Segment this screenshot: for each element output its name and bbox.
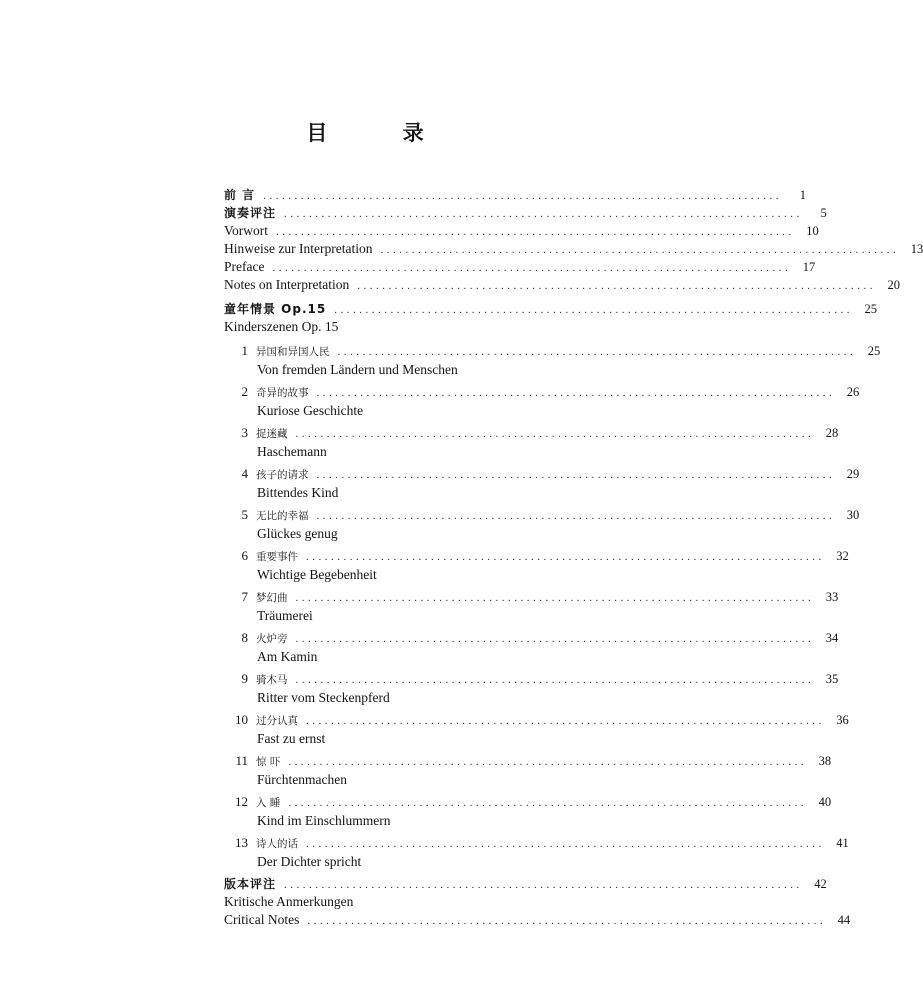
- piece-heading: [224, 383, 860, 401]
- piece-label-zh: 梦幻曲: [256, 592, 288, 604]
- piece-number: 11: [235, 753, 248, 768]
- piece-label-zh: 骑木马: [256, 674, 288, 686]
- page-number: 30: [846, 508, 860, 522]
- leader-dots: ...................................................................................: [316, 387, 836, 399]
- page-number: 42: [814, 877, 827, 891]
- piece-label-zh: 孩子的请求: [256, 469, 309, 481]
- front-matter: [224, 186, 923, 294]
- piece-number: 7: [241, 589, 248, 604]
- piece-title-zh: [224, 547, 306, 566]
- piece-label-zh: 捉迷藏: [256, 428, 288, 440]
- piece-title-de: Der Dichter spricht: [257, 854, 362, 869]
- piece-entry[interactable]: [224, 588, 839, 625]
- toc-entry-label: 前 言: [224, 188, 256, 202]
- page-number: 29: [846, 467, 860, 481]
- piece-title-zh: [224, 670, 296, 689]
- toc-entry-label: Notes on Interpretation: [224, 277, 350, 292]
- toc-entry[interactable]: [224, 258, 816, 276]
- piece-entry[interactable]: [224, 670, 839, 707]
- piece-title-de: Wichtige Begebenheit: [257, 567, 377, 582]
- piece-title-zh: [224, 506, 317, 525]
- leader-dots: ...................................................................................: [295, 592, 815, 604]
- leader-dots: ...................................................................................: [307, 915, 827, 927]
- toc-entry-label: 演奏评注: [224, 206, 277, 220]
- piece-heading: [224, 711, 849, 729]
- leader-dots: ...................................................................................: [276, 226, 795, 238]
- leader-dots: ...................................................................................: [306, 715, 825, 727]
- piece-heading: [224, 670, 839, 688]
- piece-heading: [224, 465, 860, 483]
- piece-number: 2: [241, 384, 248, 399]
- leader-dots: ...................................................................................: [316, 469, 836, 481]
- page-number: 17: [802, 260, 816, 274]
- piece-label-zh: 重要事件: [256, 551, 298, 563]
- toc-entry-label: Critical Notes: [224, 912, 300, 927]
- page-number: 33: [825, 590, 839, 604]
- piece-title-zh: [224, 629, 296, 648]
- leader-dots: ...................................................................................: [380, 244, 900, 256]
- piece-number: 1: [241, 343, 248, 358]
- toc-entry[interactable]: [224, 240, 923, 258]
- page-number: 1: [799, 188, 806, 202]
- page-number: 20: [887, 278, 900, 292]
- piece-title-de: Am Kamin: [257, 649, 318, 664]
- toc-entry-critical-notes-en[interactable]: [224, 911, 851, 929]
- leader-dots: ...................................................................................: [284, 208, 803, 220]
- piece-title-zh: [224, 383, 317, 402]
- toc-entry-label: Preface: [224, 259, 265, 274]
- toc-entry[interactable]: [224, 186, 806, 204]
- page-number: 28: [825, 426, 839, 440]
- piece-title-de: Glückes genug: [257, 526, 338, 541]
- toc-entry[interactable]: [224, 276, 900, 294]
- piece-label-zh: 异国和异国人民: [256, 346, 330, 358]
- piece-number: 13: [235, 835, 248, 850]
- piece-title-de: Träumerei: [257, 608, 313, 623]
- piece-entry[interactable]: [224, 793, 832, 830]
- leader-dots: ...................................................................................: [295, 428, 815, 440]
- piece-entry[interactable]: [224, 506, 860, 543]
- piece-number: 6: [241, 548, 248, 563]
- piece-title-zh: [224, 342, 338, 361]
- page-number: 5: [820, 206, 827, 220]
- piece-label-zh: 无比的幸福: [256, 510, 309, 522]
- page-number: 35: [825, 672, 839, 686]
- piece-entry[interactable]: [224, 383, 860, 420]
- page-number: 34: [825, 631, 839, 645]
- piece-number: 8: [241, 630, 248, 645]
- toc-entry-critical-notes-zh[interactable]: [224, 875, 827, 893]
- piece-heading: [224, 752, 832, 770]
- leader-dots: ...................................................................................: [263, 190, 782, 202]
- piece-title-de: Bittendes Kind: [257, 485, 339, 500]
- piece-title-zh: [224, 834, 306, 853]
- piece-heading: [224, 506, 860, 524]
- piece-label-zh: 奇异的故事: [256, 387, 309, 399]
- piece-heading: [224, 793, 832, 811]
- leader-dots: ...................................................................................: [284, 879, 803, 891]
- page-number: 26: [846, 385, 860, 399]
- piece-title-de: Fürchtenmachen: [257, 772, 347, 787]
- page-number: 10: [806, 224, 819, 238]
- piece-title-de: Von fremden Ländern und Menschen: [257, 362, 458, 377]
- piece-entry[interactable]: [224, 629, 839, 666]
- piece-heading: [224, 834, 849, 852]
- piece-title-de: Kuriose Geschichte: [257, 403, 364, 418]
- piece-number: 9: [241, 671, 248, 686]
- piece-title-zh: [224, 793, 288, 812]
- piece-label-zh: 惊 吓: [256, 756, 281, 768]
- piece-title-de: Fast zu ernst: [257, 731, 326, 746]
- piece-label-zh: 入 睡: [256, 797, 281, 809]
- piece-entry[interactable]: [224, 465, 860, 502]
- piece-entry[interactable]: [224, 834, 849, 871]
- piece-heading: [224, 342, 881, 360]
- leader-dots: ...................................................................................: [357, 280, 876, 292]
- piece-entry[interactable]: [224, 711, 849, 748]
- piece-label-zh: 火炉旁: [256, 633, 288, 645]
- page-number: 25: [864, 302, 877, 316]
- leader-dots: ...................................................................................: [288, 797, 808, 809]
- leader-dots: ...................................................................................: [306, 551, 825, 563]
- page-number: 25: [867, 344, 881, 358]
- toc-entry-label: Vorwort: [224, 223, 269, 238]
- opus-subtitle: Kinderszenen Op. 15: [224, 319, 339, 334]
- leader-dots: ...................................................................................: [334, 304, 853, 316]
- piece-title-de: Ritter vom Steckenpferd: [257, 690, 390, 705]
- leader-dots: ...................................................................................: [272, 262, 792, 274]
- piece-heading: [224, 629, 839, 647]
- leader-dots: ...................................................................................: [295, 674, 815, 686]
- piece-label-zh: 过分认真: [256, 715, 298, 727]
- toc-entry-label: 版本评注: [224, 877, 277, 891]
- piece-title-zh: [224, 711, 306, 730]
- piece-heading: [224, 547, 849, 565]
- piece-title-de: Kind im Einschlummern: [257, 813, 391, 828]
- piece-number: 5: [241, 507, 248, 522]
- page-number: 44: [837, 913, 851, 927]
- piece-heading: [224, 588, 839, 606]
- leader-dots: ...................................................................................: [288, 756, 808, 768]
- piece-number: 12: [235, 794, 248, 809]
- leader-dots: ...................................................................................: [337, 346, 857, 358]
- page-number: 41: [836, 836, 849, 850]
- piece-title-zh: [224, 424, 296, 443]
- toc-entry[interactable]: [224, 204, 827, 222]
- toc-entry[interactable]: [224, 222, 819, 240]
- page-number: 38: [818, 754, 832, 768]
- piece-heading: [224, 424, 839, 442]
- piece-entry[interactable]: [224, 342, 881, 379]
- page-number: 13: [910, 242, 923, 256]
- piece-title-zh: [224, 588, 296, 607]
- piece-number: 3: [241, 425, 248, 440]
- piece-label-zh: 诗人的话: [256, 838, 298, 850]
- piece-title-zh: [224, 465, 317, 484]
- piece-title-zh: [224, 752, 288, 771]
- piece-entry[interactable]: [224, 547, 849, 584]
- piece-title-de: Haschemann: [257, 444, 327, 459]
- piece-entry[interactable]: [224, 752, 832, 789]
- toc-entry-opus[interactable]: [224, 300, 877, 318]
- toc-entry-label: 童年情景 Op.15: [224, 302, 327, 316]
- table-of-contents: [224, 186, 923, 929]
- page-title: 目 录: [306, 121, 458, 145]
- leader-dots: ...................................................................................: [295, 633, 815, 645]
- page-number: 40: [818, 795, 832, 809]
- critical-notes-de: Kritische Anmerkungen: [224, 894, 354, 909]
- leader-dots: ...................................................................................: [306, 838, 825, 850]
- piece-number: 10: [235, 712, 248, 727]
- piece-entry[interactable]: [224, 424, 839, 461]
- piece-list: [224, 342, 881, 871]
- toc-entry-label: Hinweise zur Interpretation: [224, 241, 373, 256]
- piece-number: 4: [241, 466, 248, 481]
- page-number: 32: [836, 549, 849, 563]
- leader-dots: ...................................................................................: [316, 510, 836, 522]
- page-number: 36: [836, 713, 849, 727]
